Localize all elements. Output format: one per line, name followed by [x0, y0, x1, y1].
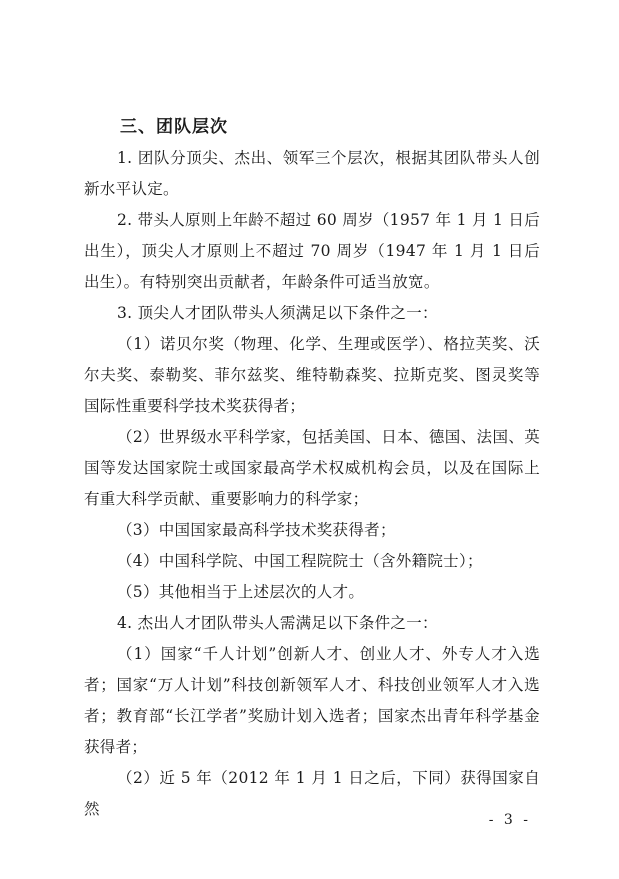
page-body	[84, 112, 540, 825]
paragraph-outstanding-condition-2: （2）近 5 年（2012 年 1 月 1 日之后，下同）获得国家自然	[84, 769, 540, 818]
paragraph-top-condition-3: （3）中国国家最高科学技术奖获得者；	[117, 521, 396, 539]
paragraph-top-condition-4: （4）中国科学院、中国工程院院士（含外籍院士）；	[117, 552, 483, 570]
paragraph-top-condition-1: （1）诺贝尔奖（物理、化学、生理或医学）、格拉芙奖、沃尔夫奖、泰勒奖、菲尔兹奖、维特勒森奖、拉斯克奖、图灵奖等国际性重要科学技术奖获得者；	[84, 335, 540, 415]
paragraph-top-condition-2: （2）世界级水平科学家，包括美国、日本、德国、法国、英国等发达国家院士或国家最高学术权威机构会员，以及在国际上有重大科学贡献、重要影响力的科学家；	[84, 428, 540, 508]
paragraph-top-condition-5: （5）其他相当于上述层次的人才。	[117, 583, 365, 601]
paragraph-age-requirement: 2. 带头人原则上年龄不超过 60 周岁（1957 年 1 月 1 日后出生），顶尖人才原则上不超过 70 周岁（1947 年 1 月 1 日后出生）。有特别突出贡献者，年龄条件可适当放宽。	[84, 211, 540, 291]
paragraph-team-levels: 1. 团队分顶尖、杰出、领军三个层次，根据其团队带头人创新水平认定。	[84, 149, 540, 198]
paragraph-outstanding-condition-1: （1）国家“千人计划”创新人才、创业人才、外专人才入选者；国家“万人计划”科技创新领军人才、科技创业领军人才入选者；教育部“长江学者”奖励计划入选者；国家杰出青年科学基金获得者；	[84, 645, 540, 756]
paragraph-top-talent-conditions: 3. 顶尖人才团队带头人须满足以下条件之一：	[117, 304, 438, 322]
section-heading: 三、团队层次	[120, 117, 228, 137]
page-number: - 3 -	[488, 812, 531, 828]
paragraph-outstanding-talent-conditions: 4. 杰出人才团队带头人需满足以下条件之一：	[117, 614, 438, 632]
